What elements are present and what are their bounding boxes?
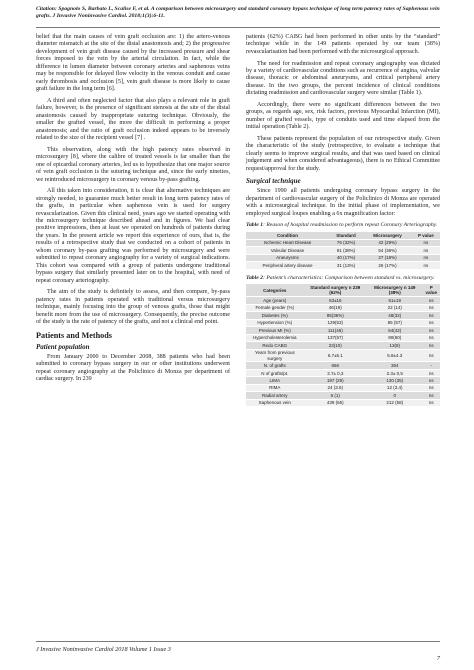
table-cell: 6 (1) [304, 392, 367, 399]
table-cell: 23(10) [304, 342, 367, 349]
paragraph: From January 2000 to December 2008, 388 patients who had been submitted to coronary bypass surgery in our or other institutions underwent repeat coronary angiography at the Policlinico di Monza per department of cardiac surgery. In 239 [36, 353, 230, 383]
table-cell: 354 [367, 362, 422, 369]
table-cell: Age (years) [246, 297, 304, 304]
table2-header-cell: Microsurgery n 149 (38%) [367, 284, 422, 296]
table-cell: 24 (3.6) [304, 384, 367, 391]
table-cell: 666 [304, 362, 367, 369]
table2-label: Table 2 [246, 274, 264, 281]
table-row [246, 384, 440, 391]
table-cell: ns [422, 312, 440, 319]
table-row [246, 342, 440, 349]
table-cell: Saphenous vein [246, 399, 304, 406]
table2-header-cell: Standard surgery n 239 (62%) [304, 284, 367, 296]
table2-caption [246, 275, 440, 282]
table-cell: 76 (32%) [329, 239, 363, 246]
table-row [246, 369, 440, 376]
header-rule [36, 27, 440, 28]
table-cell: 197 (29) [304, 377, 367, 384]
table-cell: Previous MI (%) [246, 327, 304, 334]
table-cell: Ischemic Heart Disease [246, 239, 329, 246]
footer-rule [36, 641, 440, 642]
table-cell: 2.7± 0,3 [304, 369, 367, 376]
table-cell: 85(36%) [304, 312, 367, 319]
table-cell: 27 (18%) [363, 254, 412, 261]
paragraph: belief that the main causes of vein graft occlusion are: 1) the artero-venous diameter mismatch at the site of the distal anastomosis and; 2) the progressive development of vein graft disease caused by the increased pressure and shear forces imposed to the vein by the arterial circulation. In fact, while the difference in lumen diameter between coronary arteries and saphenous veins may be responsible for delayed flow velocity in the venous conduit and cause early thrombosis and occlusion [5], vein graft disease is more likely to cause graft failure in the long term [6]. [36, 34, 230, 93]
table-cell: 2.3± 0,5 [367, 369, 422, 376]
table-cell: 42 (29%) [363, 239, 412, 246]
table-cell: 22 (14) [367, 304, 422, 311]
section-heading-methods: Patients and Methods [36, 330, 112, 340]
table-cell: Aneurysms [246, 254, 329, 261]
paragraph: Since 1990 all patients undergoing coronary bypass surgery in the department of cardiovascular surgery of the Policlinico di Monza are operated with a microsurgical technique. In the initial phase of implementation, we employed surgical loupes enabling a 6x magnification factor: [246, 188, 440, 217]
table-cell: ns [412, 247, 440, 254]
table-row [246, 349, 440, 362]
table-row [246, 254, 440, 261]
paragraph: Accordingly, there were no significant differences between the two groups, as regards age, sex, risk factors, previous Myocardial Infarction (MI), number of grafted vessels, type of conduits used and time elapsed from the initial operation (Table 2). [246, 102, 440, 131]
journal-footer: J Invasive Noninvasive Cardiol 2018 Volume 1 Issue 3 [36, 646, 171, 653]
table-cell: N of grafts/pt. [246, 369, 304, 376]
table-cell: ns [422, 384, 440, 391]
table2-caption-text: : Patient’s characteristics: Comparison between standard vs. microsurgery. [263, 274, 435, 281]
paragraph: These patients represent the population of our retrospective study. Given the characteristic of the study (retrospective, to evaluate a technique that clearly seems to improve surgical results, and that was used based on clinical judgement and when considered advantageous), there is no Ethical Committee request/approval for the study. [246, 136, 440, 172]
table1-header-cell: Standard [329, 232, 363, 239]
table-row [246, 247, 440, 254]
paragraph: The aim of the study is definitely to assess, and then compare, by-pass patency rates in patients operated with traditional versus microsurgery technique, mainly focusing into the group of venous grafts, those that might benefit more from the use of microsurgery. Consequently, the precise outcome of the study is the rate of patency of the grafts, and not a clinical end point. [36, 289, 230, 326]
table-cell: ns [422, 297, 440, 304]
table-cell: 40 (17%) [329, 254, 363, 261]
table-cell: 90(60) [367, 334, 422, 341]
table-cell: 6.7±5.1 [304, 349, 367, 362]
table-cell: ns [422, 392, 440, 399]
table-cell: N. of grafts [246, 362, 304, 369]
table-cell: 31 (13%) [329, 262, 363, 269]
table-cell: ns [422, 304, 440, 311]
table-cell: 12 (3.4) [367, 384, 422, 391]
table-cell: 129(53) [304, 319, 367, 326]
table1-header-cell: Condition [246, 232, 329, 239]
table-row [246, 262, 440, 269]
table1 [246, 232, 440, 269]
page-number: 7 [436, 655, 440, 662]
table1-header-cell: Microsurgery [363, 232, 412, 239]
subsection-heading-surgical: Surgical technique [246, 177, 301, 186]
table-row [246, 239, 440, 246]
table-row [246, 304, 440, 311]
table2-header-cell: P value [422, 284, 440, 296]
table1-caption [246, 222, 440, 229]
table-cell: ns [422, 377, 440, 384]
paragraph: This observation, along with the high patency rates observed in microsurgery [8], where the calibre of treated vessels is far smaller than the one of epicardial coronary arteries, led us to hypothesize that one major source of vein graft occlusion is the suturing technique and, since the early nineties, we reintroduced microsurgery in coronary venous by-pass grafting. [36, 146, 230, 183]
table-cell: 111(46) [304, 327, 367, 334]
table-cell: RIMA [246, 384, 304, 391]
table-cell: 0 [367, 392, 422, 399]
table-cell: ns [412, 239, 440, 246]
table-cell: Hypertension (%) [246, 319, 304, 326]
table-cell: 46(19) [304, 304, 367, 311]
table-cell: ns [422, 334, 440, 341]
citation-header: Citation: Spagnolo S, Barbato L, Scalise F, et al. A comparison between microsurgery and standard coronary bypass technique of long term patency rates of Saphenous vein grafts. J Invasive Noninvasive Cardiol. 2018;1(3):6-11. [36, 6, 440, 19]
table-cell: 54 (36%) [363, 247, 412, 254]
table-cell: 13(8) [367, 342, 422, 349]
table-cell: 85 (57) [367, 319, 422, 326]
table-cell: Valvular Disease [246, 247, 329, 254]
table-cell: 26 (17%) [363, 262, 412, 269]
table-cell: 137(57) [304, 334, 367, 341]
table-cell: Years from previous surgery [246, 349, 304, 362]
table-cell: 5.8±4.3 [367, 349, 422, 362]
table-row [246, 312, 440, 319]
table-row [246, 399, 440, 406]
table-row [246, 297, 440, 304]
table2 [246, 284, 440, 407]
table-cell: ns [412, 254, 440, 261]
table-cell: Diabetes (%) [246, 312, 304, 319]
table-cell: 212 (58) [367, 399, 422, 406]
table1-caption-text: : Reason of hospital readmission to perform repeat Coronary Arteriography. [263, 222, 438, 229]
table-row [246, 334, 440, 341]
table-row [246, 319, 440, 326]
table-cell: Redo CABG [246, 342, 304, 349]
paragraph: The need for readmission and repeat coronary angiography was dictated by a variety of cardiovascular conditions such as recurrence of angina, valvular disease, thoracic or abdominal aneurysms, and critical peripheral artery disease. In the two groups, the percent incidence of clinical conditions dictating readmission and cardiovascular surgery were similar (Table 1). [246, 60, 440, 97]
table-row [246, 327, 440, 334]
table-cell: 91 (38%) [329, 247, 363, 254]
table2-header-cell: Categories [246, 284, 304, 296]
table-row [246, 362, 440, 369]
table-cell: - [422, 362, 440, 369]
right-column [246, 34, 440, 412]
table-cell: 64(42) [367, 327, 422, 334]
table-cell: Radial artery [246, 392, 304, 399]
subsection-heading-population: Patient population [36, 342, 90, 351]
table-cell: 439 (65) [304, 399, 367, 406]
paragraph: patients (62%) CABG had been performed in other units by the “standard” technique while in the 149 patients operated by our team (38%) revascularisation had been performed with the microsurgical approach. [246, 34, 440, 55]
table-cell: Peripheral artery disease [246, 262, 329, 269]
table-cell: ns [422, 319, 440, 326]
paragraph: A third and often neglected factor that also plays a relevant role in graft failure, however, is the presence of significant stenosis at the site of the distal anastomosis caused by inappropriate suturing technique. Obviously, the smaller the grafted vessel, the more the difficult in performing a proper anastomosis; and the ratio of graft occlusion indeed appears to be inversely related to the size of the recipient vessel [7] . [36, 97, 230, 142]
table-cell: Hypercholesterolemia [246, 334, 304, 341]
table-cell: LIMA [246, 377, 304, 384]
table-cell: Female gender (%) [246, 304, 304, 311]
table-cell: 61±19 [367, 297, 422, 304]
table-cell: ns [422, 369, 440, 376]
table-cell: 63±16 [304, 297, 367, 304]
table-row [246, 392, 440, 399]
table-cell: ns [422, 349, 440, 362]
table-cell: ns [422, 327, 440, 334]
left-column [36, 34, 230, 388]
table1-header-cell: P value [412, 232, 440, 239]
table-cell: ns [422, 399, 440, 406]
table-cell: ns [422, 342, 440, 349]
table-cell: 130 (35) [367, 377, 422, 384]
paragraph: All this taken into consideration, it is clear that alternative techniques are strongly needed, to guarantee much better result in long term patency rates of the grafts, in particular when saphenous vein is used for surgery revascularization. Given this clinical need, years ago we started operating with the microsurgery technique described ahead and in figures. We had clear positive impressions, then at least we operated on hundreds of patients during the years. In the present article we report this experience of ours, that is, the results of a retrospective study that we conducted on a cohort of patients in whom coronary by-pass grafting was performed by microsurgery and were submitted to repeat coronary angiography for a variety of surgical indications. This cohort was compared with a group of patients undergone traditional bypass surgery that similarly presented later on to the hospital, with need of repeat coronary arteriography. [36, 188, 230, 284]
table-cell: 48(32) [367, 312, 422, 319]
table-row [246, 377, 440, 384]
table1-label: Table 1 [246, 222, 264, 229]
table-cell: ns [412, 262, 440, 269]
